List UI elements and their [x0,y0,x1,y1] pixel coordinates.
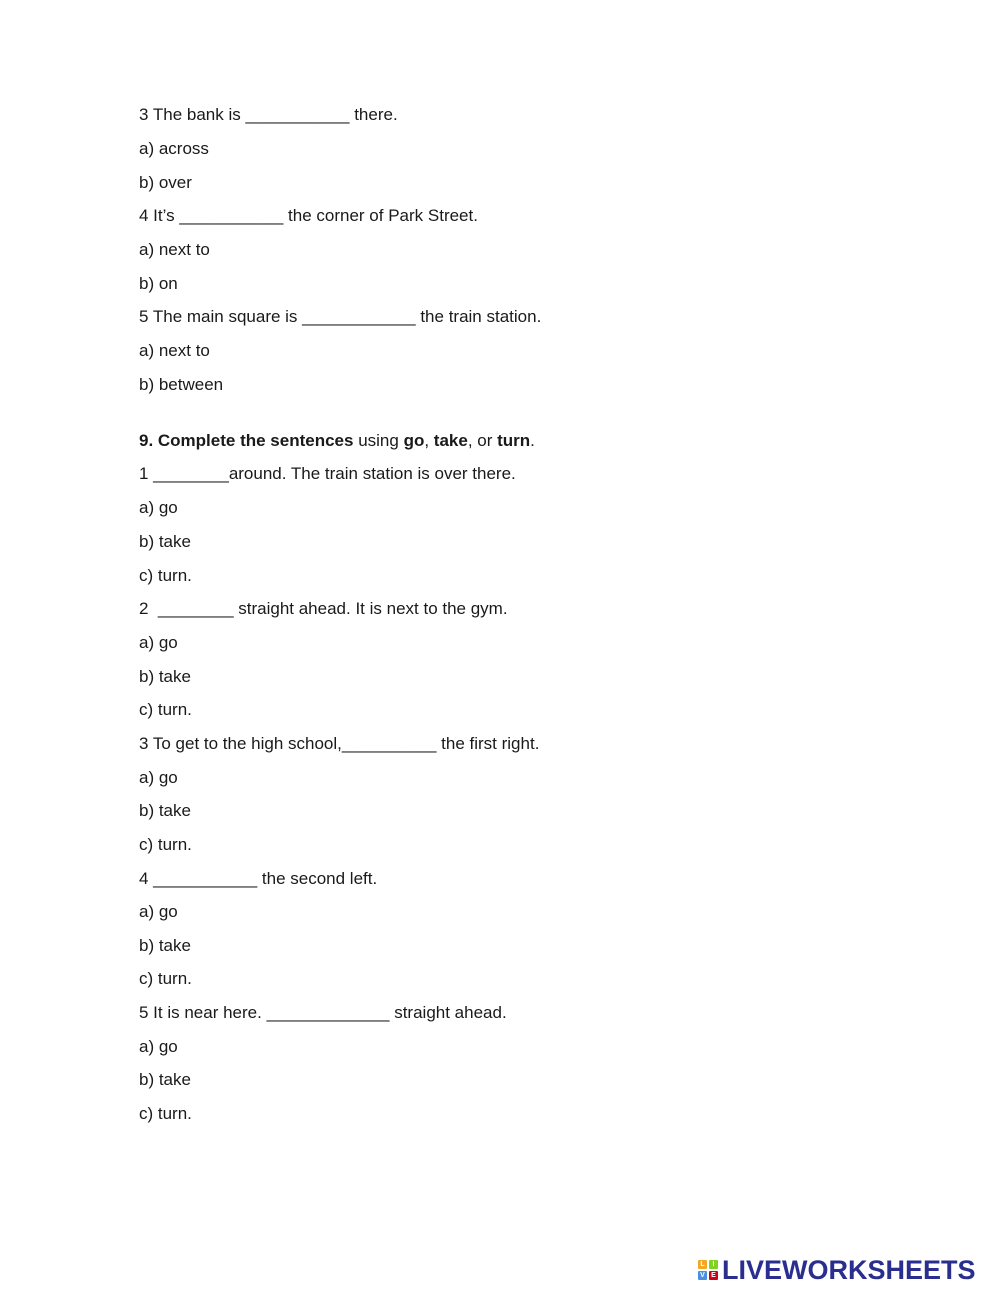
option-c-turn: c) turn. [139,835,192,854]
option-b-take: b) take [139,1070,191,1089]
heading-sep-2: , or [467,431,498,450]
heading-word-go: go [403,431,425,450]
logo-block-i: I [709,1260,718,1269]
question-5-near-here: 5 It is near here. _____________ straight ahead. [139,1003,507,1022]
option-a-next-to: a) next to [139,341,210,360]
heading-bold-part: 9. Complete the sentences [139,431,354,450]
logo-block-e: E [709,1271,718,1280]
option-a-go: a) go [139,633,178,652]
option-b-take: b) take [139,667,191,686]
question-1-around: 1 ________around. The train station is over there. [139,464,516,483]
liveworksheets-logo [698,1256,976,1284]
heading-using: using [353,431,404,450]
section-9-heading [139,431,535,451]
question-3-high-school: 3 To get to the high school,__________ the first right. [139,734,540,753]
option-c-turn: c) turn. [139,566,192,585]
heading-word-turn: turn [497,431,531,450]
option-c-turn: c) turn. [139,969,192,988]
heading-sep-1: , [424,431,434,450]
option-b-between: b) between [139,375,224,394]
option-c-turn: c) turn. [139,700,192,719]
option-b-take: b) take [139,532,191,551]
logo-block-v: V [698,1271,707,1280]
option-b-take: b) take [139,936,191,955]
option-b-on: b) on [139,274,178,293]
option-a-go: a) go [139,1037,178,1056]
option-a-go: a) go [139,498,178,517]
option-a-next-to: a) next to [139,240,210,259]
heading-end: . [530,431,535,450]
question-4-second-left: 4 ___________ the second left. [139,869,378,888]
option-b-over: b) over [139,173,192,192]
brand-text: LIVEWORKSHEETS [722,1255,976,1285]
heading-word-take: take [433,431,468,450]
option-b-take: b) take [139,801,191,820]
logo-block-l: L [698,1260,707,1269]
question-4-corner: 4 It’s ___________ the corner of Park Street. [139,206,478,225]
question-2-straight-ahead: 2 ________ straight ahead. It is next to the gym. [139,599,508,618]
logo-blocks-icon [698,1260,718,1280]
option-a-across: a) across [139,139,209,158]
option-c-turn: c) turn. [139,1104,192,1123]
question-3-bank: 3 The bank is ___________ there. [139,105,398,124]
question-5-main-square: 5 The main square is ____________ the train station. [139,307,542,326]
option-a-go: a) go [139,768,178,787]
option-a-go: a) go [139,902,178,921]
